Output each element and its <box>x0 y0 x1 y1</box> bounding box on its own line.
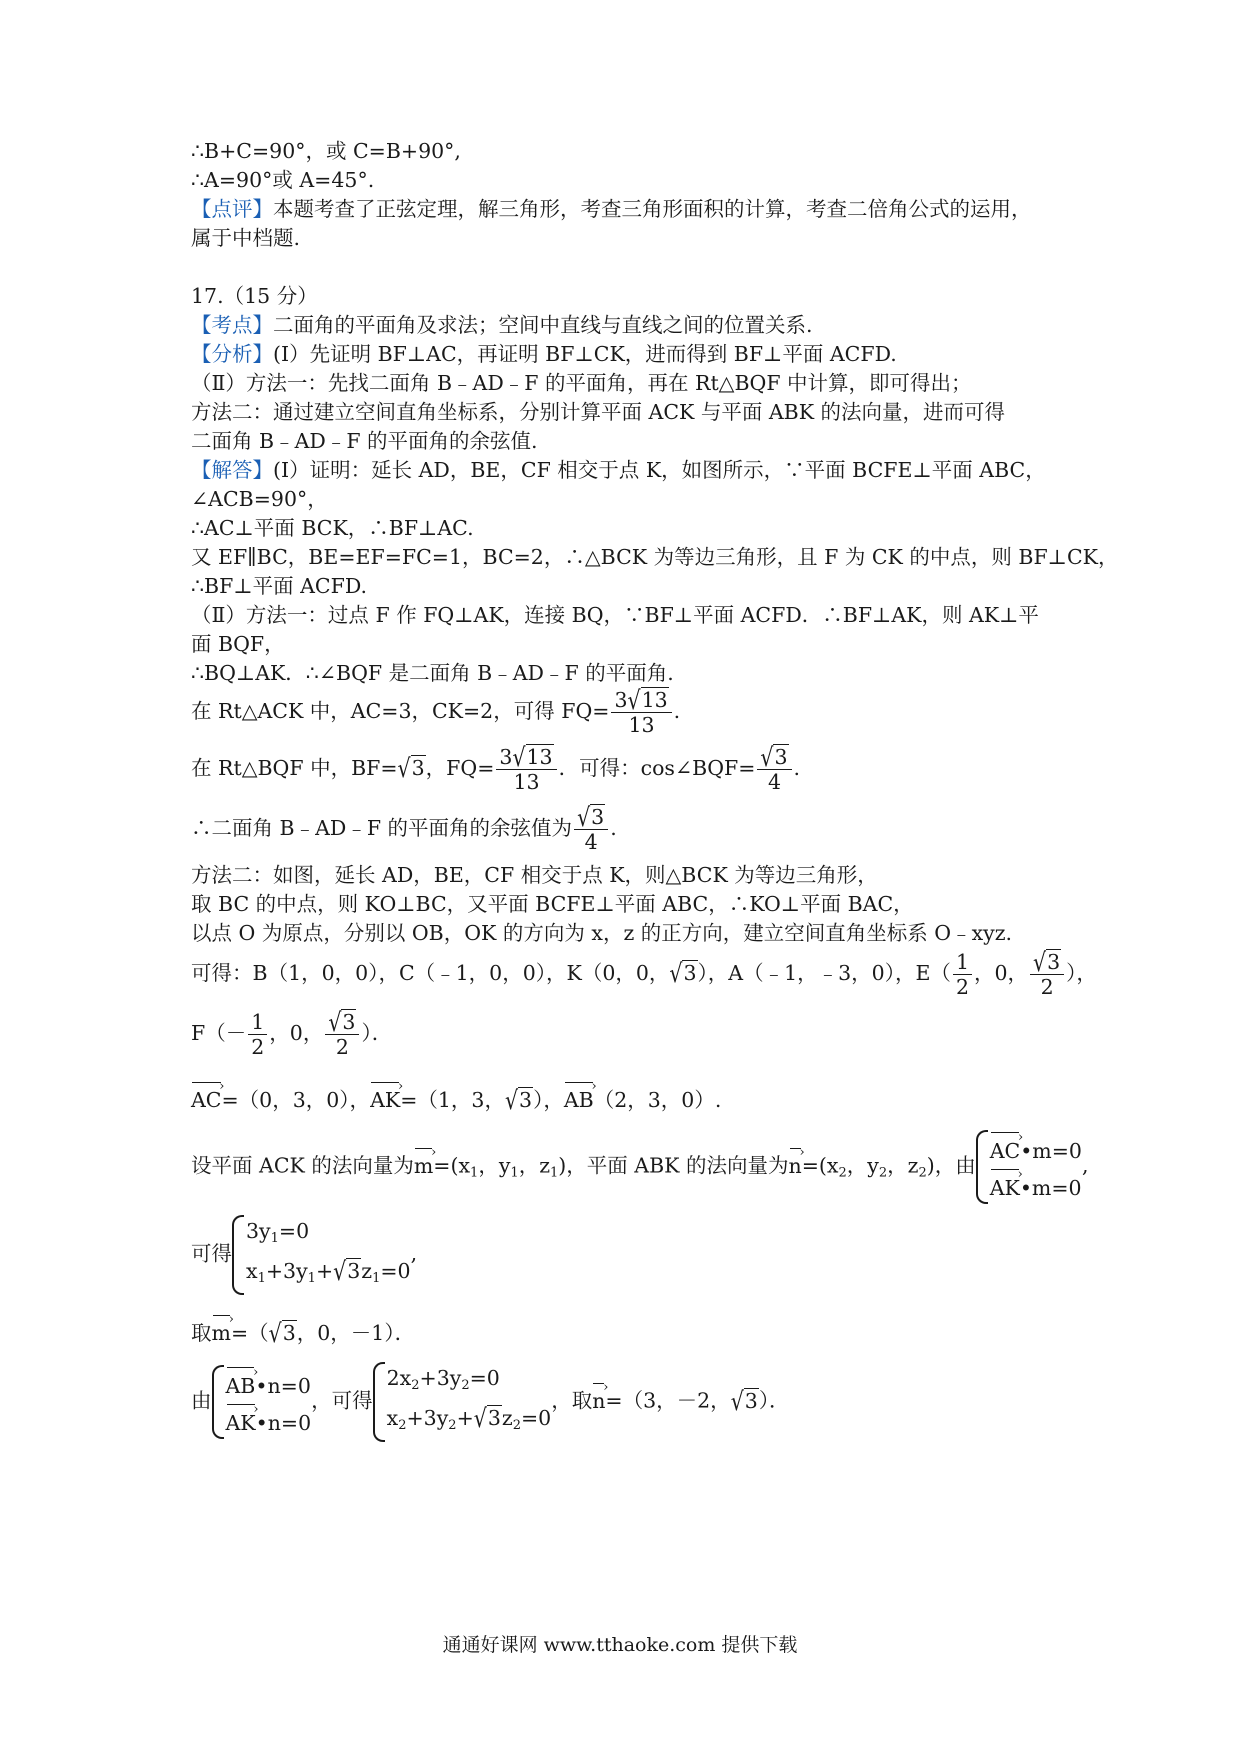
text-span: =(x <box>801 1153 839 1178</box>
document-page <box>191 0 1119 1754</box>
text-span: 2 <box>251 1035 265 1059</box>
fraction <box>953 950 972 999</box>
text-span: •m=0 <box>1020 1139 1082 1163</box>
text-span: 2 <box>1040 975 1054 999</box>
text-span: 3 <box>591 805 605 829</box>
text-span: ，可得 <box>311 1388 373 1413</box>
text-span: =(x <box>433 1153 471 1178</box>
text-span: =0 <box>520 1406 552 1430</box>
text-span: =（3，－2， <box>605 1388 731 1413</box>
text-span: ，y <box>846 1153 879 1178</box>
text-span: =（0，3，0）， <box>221 1088 371 1112</box>
text-span: =0 <box>278 1219 310 1243</box>
text-span: x <box>386 1406 399 1430</box>
math-line: 在 Rt△BQF 中，BF=√3，FQ= $\frac{3√13}{13}$ ．可得：cos∠BQF= $\frac{√3}{4}$ . <box>191 742 801 794</box>
fraction <box>757 742 791 794</box>
comment-text: 本题考查了正弦定理，解三角形，考查三角形面积的计算，考查二倍角公式的运用， <box>273 197 1032 221</box>
vector: AC › <box>990 1130 1021 1167</box>
vector: m › <box>414 1146 433 1181</box>
text-span: 2 <box>878 1165 888 1181</box>
sqrt: √13 <box>512 742 553 772</box>
sqrt: √3 <box>1033 947 1061 977</box>
text-span: 可得 <box>191 1241 232 1266</box>
text-span: 13 <box>526 745 553 769</box>
text-span: +3y <box>419 1366 462 1390</box>
text-span: + <box>315 1259 334 1283</box>
text-span: 3 <box>347 1259 361 1283</box>
text-line: ∴BQ⊥AK．∴∠BQF 是二面角 B﹣AD﹣F 的平面角. <box>191 661 674 685</box>
math-line: ∴二面角 B﹣AD﹣F 的平面角的余弦值为 $\frac{√3}{4}$ . <box>191 802 617 854</box>
text-span: 3 <box>744 1388 758 1413</box>
solution-text: (Ⅰ）证明：延长 AD，BE，CF 相交于点 K，如图所示，∵平面 BCFE⊥平面 ABC， <box>273 458 1046 482</box>
fraction <box>574 802 608 854</box>
vector: AB › <box>564 1080 594 1115</box>
text-span: z <box>501 1406 513 1430</box>
text-span: ，z <box>887 1153 919 1178</box>
sqrt: √3 <box>577 802 605 832</box>
text-span: )，平面 ABK 的法向量为 <box>558 1153 789 1178</box>
fraction <box>496 742 556 794</box>
text-span: z <box>361 1259 373 1283</box>
text-span: 2 <box>335 1035 349 1059</box>
text-span: 3y <box>246 1219 271 1243</box>
comment-line <box>191 194 1032 224</box>
text-span: 在 Rt△ACK 中，AC=3，CK=2，可得 FQ= <box>191 699 610 723</box>
text-span: ，取 <box>551 1388 593 1413</box>
equation-system <box>976 1130 1082 1204</box>
text-line: 面 BQF， <box>191 632 285 656</box>
text-span: 3 <box>499 745 513 769</box>
text-span: 1 <box>248 1010 267 1035</box>
text-span: 3 <box>487 1406 501 1430</box>
text-span: =（1，3， <box>400 1088 505 1112</box>
text-span: 3 <box>411 756 425 780</box>
text-span: 1 <box>257 1271 266 1286</box>
text-span: 1 <box>470 1165 479 1181</box>
text-span: 3 <box>614 688 628 712</box>
text-span: ，z <box>518 1153 551 1178</box>
text-span: ，0， <box>973 961 1029 985</box>
text-span: ）， <box>533 1088 564 1112</box>
text-line: 二面角 B﹣AD﹣F 的平面角的余弦值. <box>191 429 538 453</box>
vector: n › <box>592 1381 605 1416</box>
text-line: （Ⅱ）方法一：先找二面角 B﹣AD﹣F 的平面角，再在 Rt△BQF 中计算，即可得出； <box>191 371 972 395</box>
text-span: x <box>246 1259 258 1283</box>
comment-tag: 【点评】 <box>191 197 273 221</box>
vector: AK › <box>370 1080 400 1115</box>
kaodian-text: 二面角的平面角及求法；空间中直线与直线之间的位置关系. <box>273 313 813 337</box>
vector: AB › <box>226 1365 256 1402</box>
text-span: 13 <box>641 688 668 712</box>
text-line: 以点 O 为原点，分别以 OB，OK 的方向为 x，z 的正方向，建立空间直角坐标系 O﹣xyz. <box>191 921 1013 945</box>
sqrt: √3 <box>473 1403 501 1433</box>
math-line <box>191 1313 415 1348</box>
kaodian-line <box>191 310 813 340</box>
text-span: =0 <box>380 1259 411 1283</box>
text-span: 1 <box>372 1271 381 1286</box>
text-span: +3y <box>265 1259 308 1283</box>
text-span: （2，3，0）. <box>593 1088 722 1112</box>
text-line: 属于中档题. <box>191 226 301 250</box>
vector: m › <box>212 1313 231 1348</box>
text-span: ，0， <box>269 1021 324 1045</box>
math-line <box>191 947 1097 999</box>
math-line <box>191 1362 790 1442</box>
text-span: •n=0 <box>255 1374 311 1398</box>
text-span: =（ <box>230 1321 269 1345</box>
text-span: ）． <box>758 1388 790 1413</box>
text-span: 4 <box>767 770 781 794</box>
text-span: ．可得：cos∠BQF= <box>558 756 756 780</box>
fraction <box>325 1007 359 1059</box>
vector: AK › <box>990 1167 1020 1204</box>
math-line: 可得 $3y_1=0$ $x_1+3y_1+√3z_1=0$ , <box>191 1215 417 1295</box>
text-span: 13 <box>628 713 655 737</box>
analysis-line <box>191 339 897 369</box>
text-span: 由 <box>191 1388 212 1413</box>
text-span: 3 <box>519 1088 533 1112</box>
text-span: 2 <box>838 1165 847 1181</box>
text-span: ∴二面角 B﹣AD﹣F 的平面角的余弦值为 <box>191 816 573 840</box>
fraction <box>248 1010 267 1059</box>
text-span: 2 <box>512 1418 521 1433</box>
text-span: 3 <box>774 745 788 769</box>
text-span: ）． <box>361 1021 393 1045</box>
sqrt: √3 <box>328 1007 356 1037</box>
equation-system <box>212 1365 312 1439</box>
text-span: 1 <box>307 1271 316 1286</box>
text-span: 2 <box>955 975 969 999</box>
text-line: ∴B+C=90°，或 C=B+90°, <box>191 139 461 163</box>
solution-tag: 【解答】 <box>191 458 273 482</box>
text-span: 1 <box>953 950 972 975</box>
equation-system <box>232 1215 411 1295</box>
text-line: 方法二：通过建立空间直角坐标系，分别计算平面 ACK 与平面 ABK 的法向量，进而可得 <box>191 400 1006 424</box>
sqrt: √3 <box>333 1256 361 1286</box>
text-span: 1 <box>270 1231 279 1246</box>
question-number: 17.（15 分） <box>191 284 318 308</box>
text-line: ∴AC⊥平面 BCK，∴BF⊥AC. <box>191 516 474 540</box>
fraction <box>1030 947 1064 999</box>
text-span: ，0，－1）． <box>296 1321 416 1345</box>
text-span: 设平面 ACK 的法向量为 <box>191 1153 414 1178</box>
equation-system <box>373 1362 552 1442</box>
text-span: ）， <box>1066 961 1097 985</box>
text-line: ∠ACB=90°， <box>191 487 328 511</box>
text-span: 3 <box>1047 950 1061 974</box>
text-span: 取 <box>191 1321 212 1345</box>
text-span: 2 <box>461 1378 470 1393</box>
text-span: 1 <box>550 1165 559 1181</box>
text-span: =0 <box>469 1366 500 1390</box>
sqrt: √3 <box>504 1085 533 1115</box>
text-span: 1 <box>510 1165 519 1181</box>
sqrt: √3 <box>397 753 425 783</box>
solution-line <box>191 455 1046 485</box>
text-span: 2 <box>448 1418 457 1433</box>
fraction <box>611 685 671 737</box>
sqrt: √3 <box>268 1318 296 1348</box>
text-span: 3 <box>683 961 697 985</box>
text-span: +3y <box>406 1406 449 1430</box>
text-span: 13 <box>513 770 540 794</box>
text-line: ∴A=90°或 A=45°. <box>191 168 375 192</box>
sqrt: √13 <box>627 685 668 715</box>
text-span: ，y <box>478 1153 511 1178</box>
sqrt: √3 <box>730 1385 758 1416</box>
text-span: 4 <box>584 830 598 854</box>
text-span: ），A（﹣1，﹣3，0），E（ <box>697 961 951 985</box>
text-span: 2x <box>386 1366 412 1390</box>
text-span: 3 <box>342 1010 356 1034</box>
analysis-text: (Ⅰ）先证明 BF⊥AC，再证明 BF⊥CK，进而得到 BF⊥平面 ACFD. <box>273 342 897 366</box>
sqrt: √3 <box>669 958 697 988</box>
text-span: F（－ <box>191 1021 247 1045</box>
vector: AC › <box>191 1080 222 1115</box>
text-span: 2 <box>918 1165 927 1181</box>
text-span: 2 <box>411 1378 420 1393</box>
text-span: )，由 <box>926 1153 976 1178</box>
text-line: 又 EF∥BC，BE=EF=FC=1，BC=2，∴△BCK 为等边三角形，且 F 为 CK 的中点，则 BF⊥CK， <box>191 545 1119 569</box>
text-line: 方法二：如图，延长 AD，BE，CF 相交于点 K，则△BCK 为等边三角形， <box>191 863 878 887</box>
math-line <box>191 1007 393 1059</box>
text-span: •n=0 <box>255 1411 312 1435</box>
text-line: ∴BF⊥平面 ACFD. <box>191 574 368 598</box>
text-span: + <box>456 1406 474 1430</box>
text-span: 3 <box>282 1321 296 1345</box>
text-span: •m=0 <box>1019 1176 1082 1200</box>
page-footer: 通通好课网 www.tthaoke.com 提供下载 <box>442 1634 798 1656</box>
vector: n › <box>789 1146 802 1181</box>
text-span: 可得：B（1，0，0），C（﹣1，0，0），K（0，0， <box>191 961 670 985</box>
text-span: ，FQ= <box>425 756 495 780</box>
vector: AK › <box>226 1402 256 1439</box>
text-span: 在 Rt△BQF 中，BF= <box>191 756 398 780</box>
text-span: 2 <box>398 1418 407 1433</box>
math-line <box>191 1080 721 1115</box>
sqrt: √3 <box>760 742 788 772</box>
kaodian-tag: 【考点】 <box>191 313 273 337</box>
analysis-tag: 【分析】 <box>191 342 273 366</box>
text-line: 取 BC 的中点，则 KO⊥BC，又平面 BCFE⊥平面 ABC，∴KO⊥平面 BAC， <box>191 892 914 916</box>
text-line: （Ⅱ）方法一：过点 F 作 FQ⊥AK，连接 BQ，∵BF⊥平面 ACFD．∴BF⊥AK，则 AK⊥平 <box>191 603 1039 627</box>
math-line: 在 Rt△ACK 中，AC=3，CK=2，可得 FQ= $\frac{3√13}{13}$ . <box>191 685 681 737</box>
math-line: 设平面 ACK 的法向量为m $›=(x_1$，$y_1$，$z_1$)，平面 ABK 的法向量为n $›=(x_2$，$y_2$，$z_2$)，由 AC ›•m=0 AK ›•m=0 , <box>191 1130 1089 1204</box>
